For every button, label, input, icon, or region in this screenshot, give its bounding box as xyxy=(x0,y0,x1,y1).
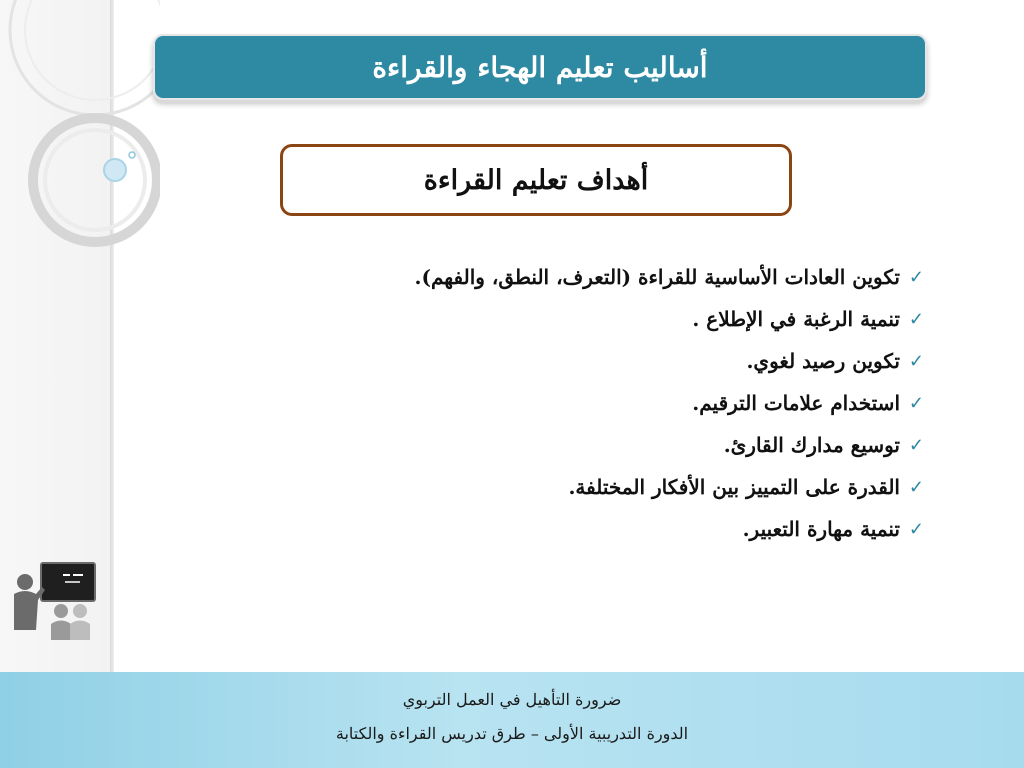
footer-title: ضرورة التأهيل في العمل التربوي xyxy=(402,690,622,709)
check-icon: ✓ xyxy=(908,350,924,372)
footer-subtitle: الدورة التدريبية الأولى – طرق تدريس القراءة والكتابة xyxy=(335,724,689,743)
decorative-circles xyxy=(0,0,160,260)
goal-text: توسيع مدارك القارئ. xyxy=(723,433,900,457)
check-icon: ✓ xyxy=(908,434,924,456)
check-icon: ✓ xyxy=(908,518,924,540)
section-heading: أهداف تعليم القراءة xyxy=(423,164,649,196)
list-item xyxy=(304,256,924,298)
title-banner xyxy=(153,34,927,100)
goal-text: تنمية الرغبة في الإطلاع . xyxy=(692,307,900,331)
goal-text: تنمية مهارة التعبير. xyxy=(742,517,900,541)
check-icon: ✓ xyxy=(908,392,924,414)
section-heading-box xyxy=(280,144,792,216)
list-item xyxy=(304,298,924,340)
list-item xyxy=(304,340,924,382)
list-item xyxy=(304,508,924,550)
teacher-classroom-icon xyxy=(8,560,98,645)
check-icon: ✓ xyxy=(908,266,924,288)
page-title: أساليب تعليم الهجاء والقراءة xyxy=(372,50,708,84)
list-item xyxy=(304,424,924,466)
goal-text: استخدام علامات الترقيم. xyxy=(692,391,900,415)
check-icon: ✓ xyxy=(908,476,924,498)
goal-text: تكوين رصيد لغوي. xyxy=(746,349,900,373)
list-item xyxy=(304,466,924,508)
goal-text: القدرة على التمييز بين الأفكار المختلفة. xyxy=(568,475,900,499)
goal-text: تكوين العادات الأساسية للقراءة (التعرف، النطق، والفهم). xyxy=(414,265,900,289)
goals-list xyxy=(304,256,924,550)
check-icon: ✓ xyxy=(908,308,924,330)
footer-bar xyxy=(0,672,1024,768)
list-item xyxy=(304,382,924,424)
